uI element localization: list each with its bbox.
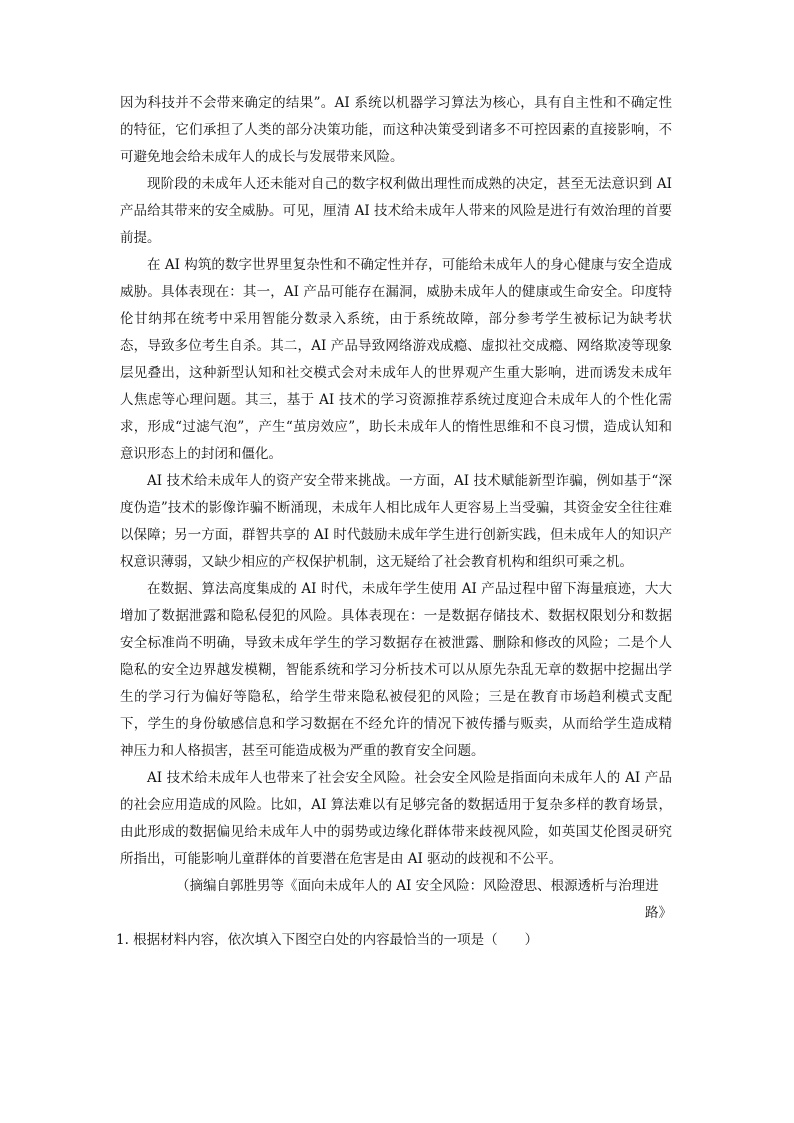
paragraph-2: 现阶段的未成年人还未能对自己的数字权利做出理性而成熟的决定，甚至无法意识到 AI 产品给其带来的安全威胁。可见，厘清 AI 技术给未成年人带来的风险是进行有效治理的首要前提。 xyxy=(120,176,672,246)
paragraph-1: 因为科技并不会带来确定的结果”。AI 系统以机器学习算法为核心，具有自主性和不确定性的特征，它们承担了人类的部分决策功能，而这种决策受到诸多不可控因素的直接影响，不可避免地会给未成年人的成长与发展带来风险。 xyxy=(120,95,672,165)
paragraph-6: AI 技术给未成年人也带来了社会安全风险。社会安全风险是指面向未成年人的 AI 产品的社会应用造成的风险。比如，AI 算法难以有足够完备的数据适用于复杂多样的教育场景，由此形成的数据偏见给未成年人中的弱势或边缘化群体带来歧视风险，如英国艾伦图灵研究所指出，可能影响儿童群体的首要潜在危害是由 AI 驱动的歧视和不公平。 xyxy=(120,770,672,867)
document-body xyxy=(116,90,672,954)
paragraph-4: AI 技术给未成年人的资产安全带来挑战。一方面，AI 技术赋能新型诈骗，例如基于“深度伪造”技术的影像诈骗不断涌现，未成年人相比成年人更容易上当受骗，其资金安全往往难以保障；另一方面，群智共享的 AI 时代鼓励未成年学生进行创新实践，但未成年人的知识产权意识薄弱，又缺少相应的产权保护机制，这无疑给了社会教育机构和组织可乘之机。 xyxy=(120,473,672,570)
paragraph-3: 在 AI 构筑的数字世界里复杂性和不确定性并存，可能给未成年人的身心健康与安全造成威胁。具体表现在：其一，AI 产品可能存在漏洞，威胁未成年人的健康或生命安全。印度特伦甘纳邦在统考中采用智能分数录入系统，由于系统故障，部分参考学生被标记为缺考状态，导致多位考生自杀。其二，AI 产品导致网络游戏成瘾、虚拟社交成瘾、网络欺凌等现象层见叠出，这种新型认知和社交模式会对未成年人的世界观产生重大影响，进而诱发未成年人焦虑等心理问题。其三，基于 AI 技术的学习资源推荐系统过度迎合未成年人的个性化需求，形成“过滤气泡”，产生“茧房效应”，助长未成年人的惰性思维和不良习惯，造成认知和意识形态上的封闭和僵化。 xyxy=(120,257,672,462)
question-1: 1. 根据材料内容，依次填入下图空白处的内容最恰当的一项是（ ） xyxy=(116,932,539,948)
paragraph-5: 在数据、算法高度集成的 AI 时代，未成年学生使用 AI 产品过程中留下海量痕迹，大大增加了数据泄露和隐私侵犯的风险。具体表现在：一是数据存储技术、数据权限划分和数据安全标准尚不明确，导致未成年学生的学习数据存在被泄露、删除和修改的风险；二是个人隐私的安全边界越发模糊，智能系统和学习分析技术可以从原先杂乱无章的数据中挖掘出学生的学习行为偏好等隐私，给学生带来隐私被侵犯的风险；三是在教育市场趋利模式支配下，学生的身份敏感信息和学习数据在不经允许的情况下被传播与贩卖，从而给学生造成精神压力和人格损害，甚至可能造成极为严重的教育安全问题。 xyxy=(120,581,672,759)
source-citation: （摘编自郭胜男等《面向未成年人的 AI 安全风险：风险澄思、根源透析与治理进 xyxy=(176,878,659,894)
source-citation-tail: 路》 xyxy=(645,905,672,921)
